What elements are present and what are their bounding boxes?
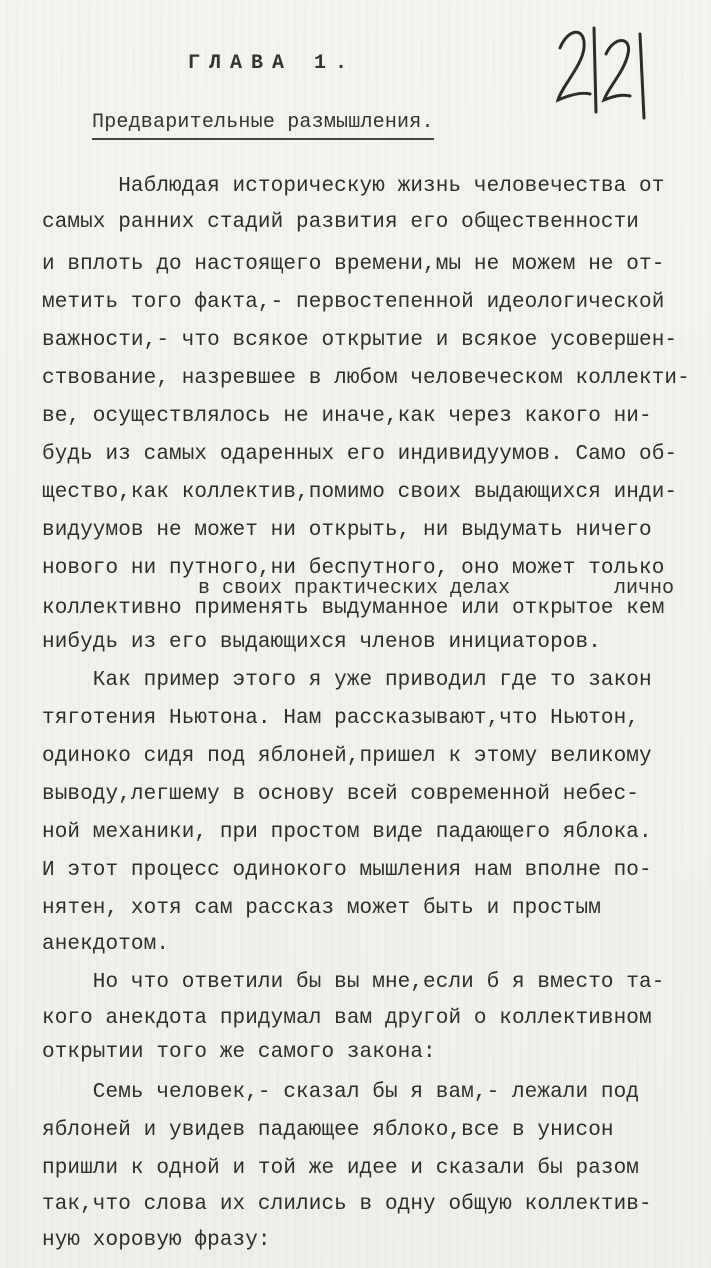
body-line: ве, осуществлялось не иначе,как через какого ни- bbox=[42, 405, 652, 428]
body-line: И этот процесс одинокого мышления нам вполне по- bbox=[42, 859, 652, 882]
chapter-heading: ГЛАВА 1. bbox=[188, 52, 357, 75]
body-line: кого анекдота придумал вам другой о коллективном bbox=[42, 1007, 652, 1030]
body-line: Но что ответили бы вы мне,если б я вместо та- bbox=[42, 971, 665, 994]
body-line: коллективно применять выдуманное или открытое кем bbox=[42, 597, 665, 620]
body-line: тяготения Ньютона. Нам рассказывают,что Ньютон, bbox=[42, 707, 639, 730]
body-line: Семь человек,- сказал бы я вам,- лежали под bbox=[42, 1081, 639, 1104]
body-line: ствование, назревшее в любом человеческом коллекти- bbox=[42, 367, 690, 390]
body-line: самых ранних стадий развития его общественности bbox=[42, 211, 639, 234]
body-line: Как пример этого я уже приводил где то закон bbox=[42, 669, 652, 692]
chapter-subtitle: Предварительные размышления. bbox=[92, 110, 434, 140]
body-line: ную хоровую фразу: bbox=[42, 1229, 271, 1252]
body-line: так,что слова их слились в одну общую коллектив- bbox=[42, 1193, 652, 1216]
body-line: ной механики, при простом виде падающего яблока. bbox=[42, 821, 652, 844]
body-line: нибудь из его выдающихся членов инициаторов. bbox=[42, 631, 601, 654]
body-line: пришли к одной и той же идее и сказали бы разом bbox=[42, 1157, 639, 1180]
body-line: важности,- что всякое открытие и всякое усовершен- bbox=[42, 329, 678, 352]
body-line: Наблюдая историческую жизнь человечества от bbox=[42, 175, 665, 198]
body-line: и вплоть до настоящего времени,мы не можем не от- bbox=[42, 253, 665, 276]
body-line: метить того факта,- первостепенной идеологической bbox=[42, 291, 665, 314]
body-line: открытии того же самого закона: bbox=[42, 1041, 436, 1064]
typed-insertion-phrase: в своих практических делах bbox=[198, 577, 511, 600]
body-line: одиноко сидя под яблоней,пришел к этому великому bbox=[42, 745, 652, 768]
body-line: выводу,легшему в основу всей современной небес- bbox=[42, 783, 639, 806]
body-line: нятен, хотя сам рассказ может быть и простым bbox=[42, 897, 601, 920]
handwritten-number-scribble bbox=[548, 8, 668, 128]
body-line: нового ни путного,ни беспутного, оно может только bbox=[42, 557, 665, 580]
body-line: видуумов не может ни открыть, ни выдумать ничего bbox=[42, 519, 652, 542]
body-line: анекдотом. bbox=[42, 933, 170, 956]
body-line: будь из самых одаренных его индивидуумов. Само об- bbox=[42, 443, 678, 466]
typed-insertion-word: лично bbox=[614, 577, 675, 600]
body-line: яблоней и увидев падающее яблоко,все в унисон bbox=[42, 1119, 614, 1142]
body-line: щество,как коллектив,помимо своих выдающихся инди- bbox=[42, 481, 678, 504]
